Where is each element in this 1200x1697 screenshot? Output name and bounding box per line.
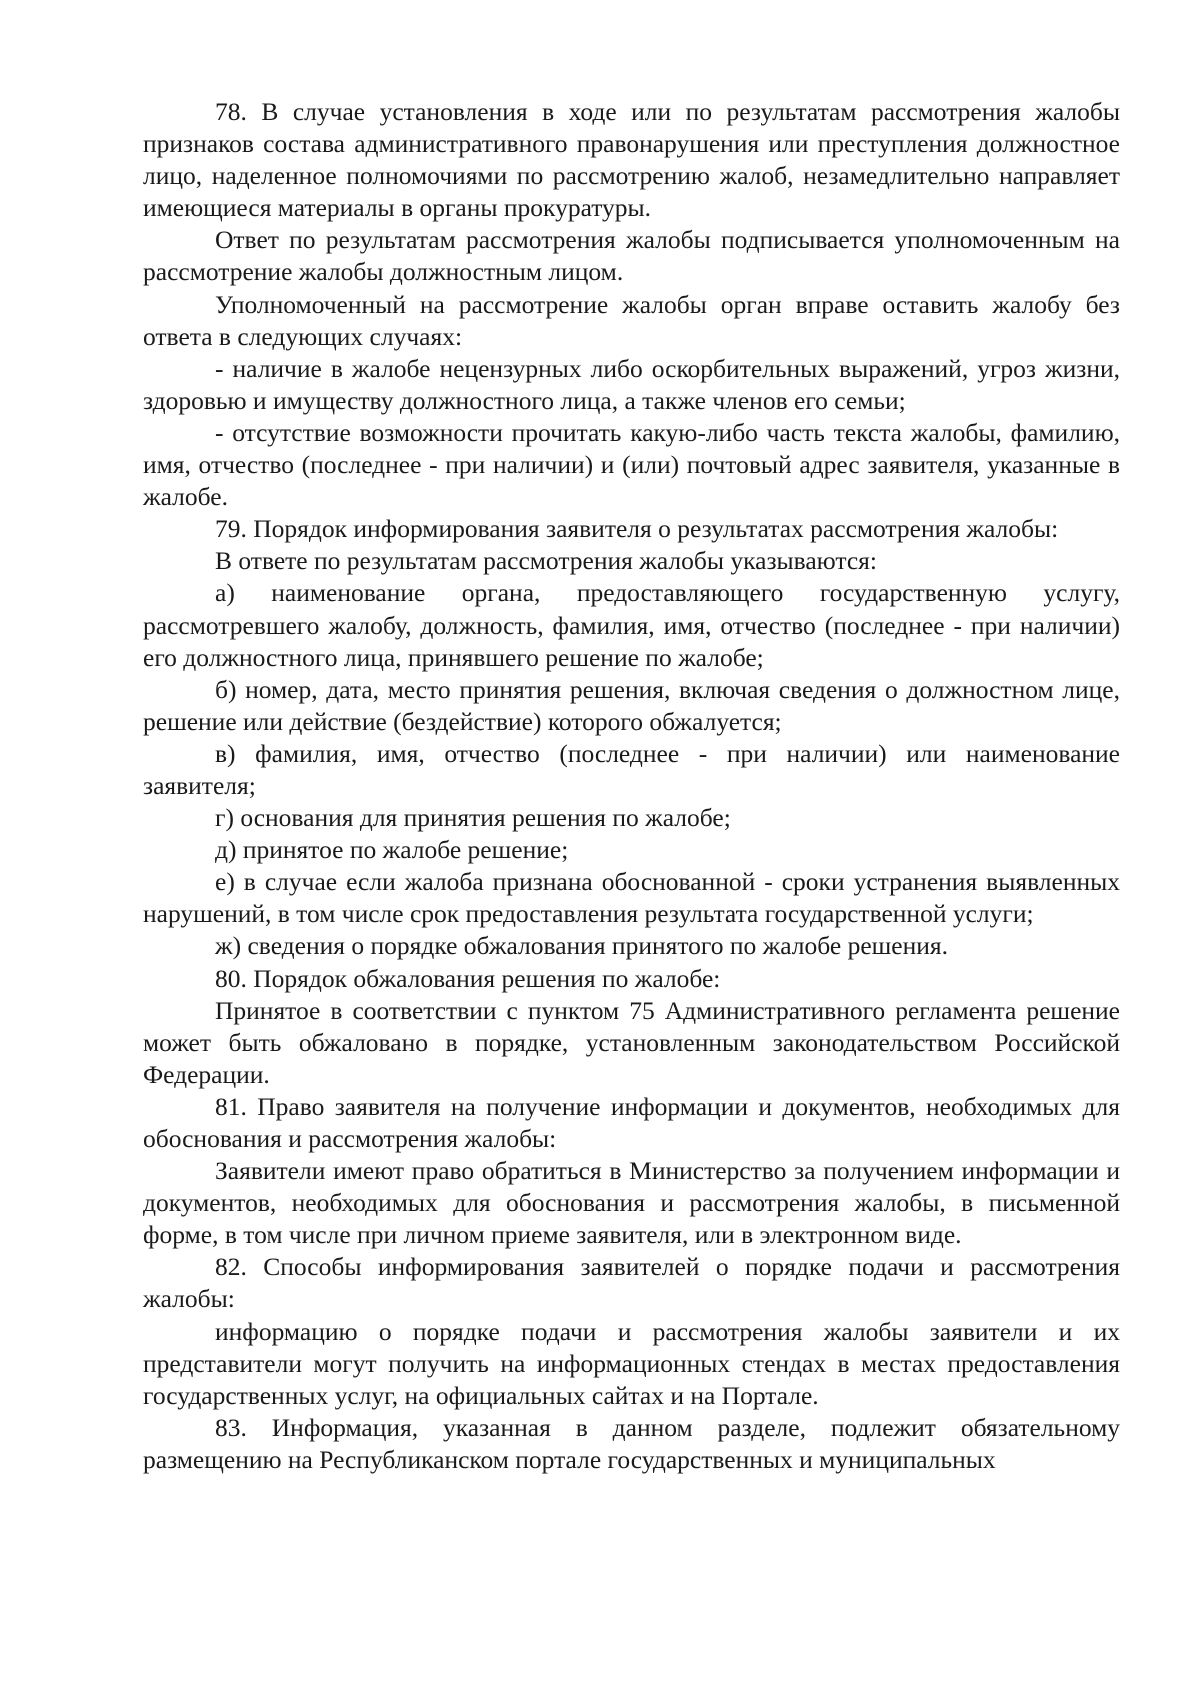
paragraph-response-contents: В ответе по результатам рассмотрения жалобы указываются: [215, 546, 877, 576]
paragraph-leave-unanswered: Уполномоченный на рассмотрение жалобы орган вправе оставить жалобу без ответа в следующих случаях: [143, 289, 1120, 351]
list-item-zh: ж) сведения о порядке обжалования принятого по жалобе решения. [215, 931, 949, 961]
paragraph-83: 83. Информация, указанная в данном разделе, подлежит обязательному размещению на Республиканском портале государственных и муниципальных [143, 1412, 1120, 1474]
paragraph-response-signature: Ответ по результатам рассмотрения жалобы подписывается уполномоченным на рассмотрение жалобы должностным лицом. [143, 225, 1120, 287]
list-item-a: а) наименование органа, предоставляющего государственную услугу, рассмотревшего жалобу, должность, фамилия, имя, отчество (последнее - при наличии) его должностного лица, принявшего решение по жалобе; [143, 578, 1120, 672]
list-item-b: б) номер, дата, место принятия решения, включая сведения о должностном лице, решение или действие (бездействие) которого обжалуется; [143, 674, 1120, 736]
paragraph-80: 80. Порядок обжалования решения по жалобе: [215, 963, 721, 993]
list-item-e: е) в случае если жалоба признана обоснованной - сроки устранения выявленных нарушений, в том числе срок предоставления результата государственной услуги; [143, 867, 1120, 929]
list-item-obscene-language: - наличие в жалобе нецензурных либо оскорбительных выражений, угроз жизни, здоровью и имуществу должностного лица, а также членов его семьи; [143, 353, 1120, 415]
document-body [143, 96, 1120, 1476]
list-item-unreadable-text: - отсутствие возможности прочитать какую-либо часть текста жалобы, фамилию, имя, отчество (последнее - при наличии) и (или) почтовый адрес заявителя, указанные в жалобе. [143, 417, 1120, 512]
paragraph-appeal-decision: Принятое в соответствии с пунктом 75 Административного регламента решение может быть обжаловано в порядке, установленным законодательством Российской Федерации. [143, 995, 1120, 1089]
list-item-d: д) принятое по жалобе решение; [215, 835, 569, 865]
paragraph-applicant-rights: Заявители имеют право обратиться в Министерство за получением информации и документов, необходимых для обоснования и рассмотрения жалобы, в письменной форме, в том числе при личном приеме заявителя, или в электронном виде. [143, 1156, 1120, 1250]
list-item-v: в) фамилия, имя, отчество (последнее - при наличии) или наименование заявителя; [143, 738, 1120, 800]
paragraph-79: 79. Порядок информирования заявителя о результатах рассмотрения жалобы: [215, 514, 1059, 544]
paragraph-78: 78. В случае установления в ходе или по результатам рассмотрения жалобы признаков состава административного правонарушения или преступления должностное лицо, наделенное полномочиями по рассмотрению жалоб, незамедлительно направляет имеющиеся материалы в органы прокуратуры. [143, 97, 1120, 223]
paragraph-information-sources: информацию о порядке подачи и рассмотрения жалобы заявители и их представители могут получить на информационных стендах в местах предоставления государственных услуг, на официальных сайтах и на Портале. [143, 1316, 1120, 1410]
paragraph-82: 82. Способы информирования заявителей о порядке подачи и рассмотрения жалобы: [143, 1252, 1120, 1314]
list-item-g: г) основания для принятия решения по жалобе; [215, 803, 731, 833]
paragraph-81: 81. Право заявителя на получение информации и документов, необходимых для обоснования и рассмотрения жалобы: [143, 1091, 1120, 1153]
